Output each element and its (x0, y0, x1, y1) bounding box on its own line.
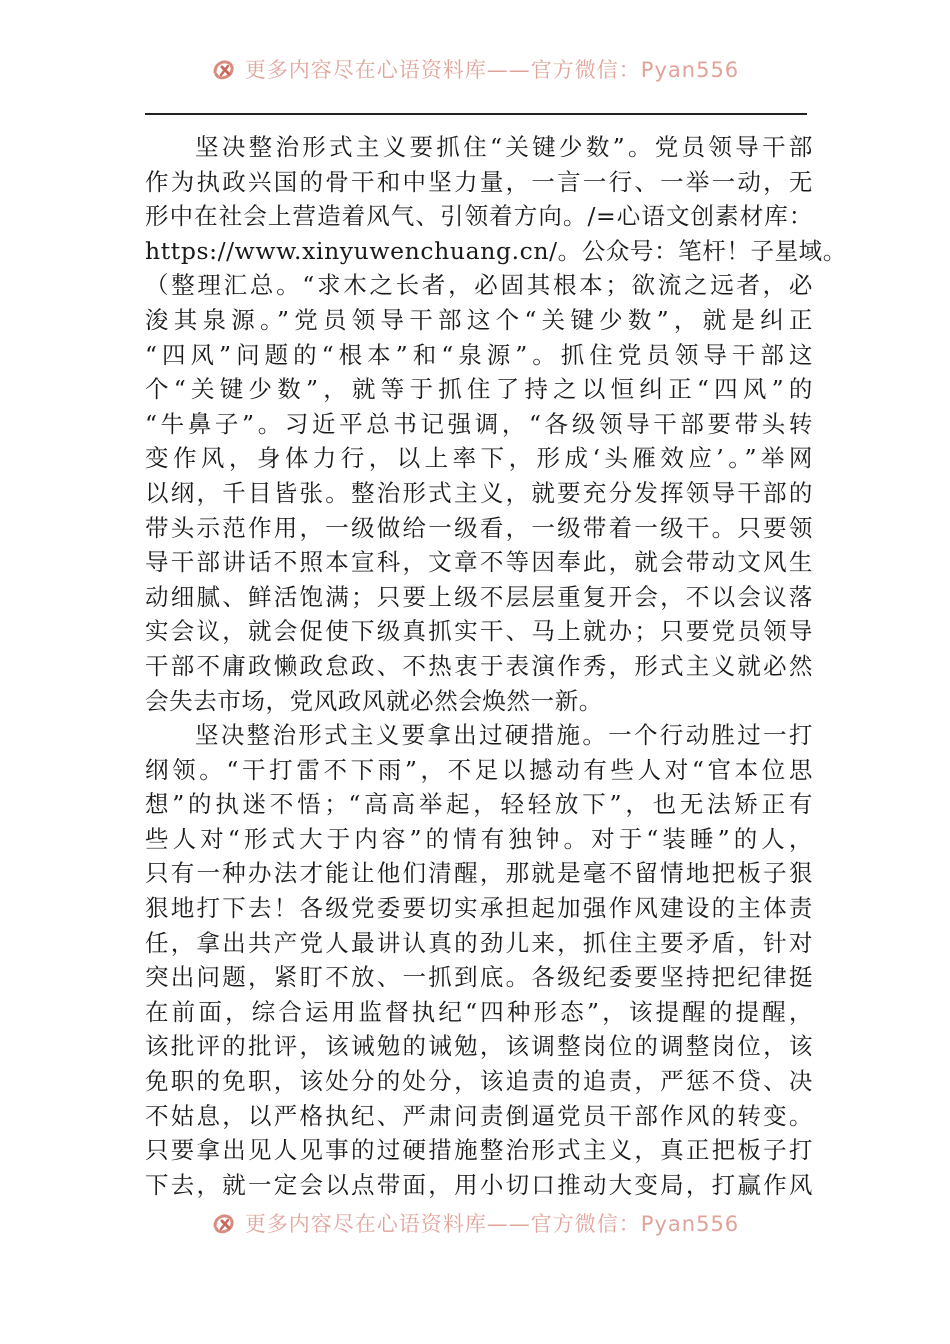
footer-watermark-text: 更多内容尽在心语资料库——官方微信：Pyan556 (244, 1212, 740, 1236)
text-line: 突出问题，紧盯不放、一抓到底。各级纪委要坚持把纪律挺 (145, 963, 813, 992)
text-line: 会失去市场，党风政风就必然会焕然一新。 (145, 686, 603, 715)
header-watermark-text: 更多内容尽在心语资料库——官方微信：Pyan556 (244, 58, 740, 82)
text-line: 下去，就一定会以点带面，用小切口推动大变局，打赢作风 (145, 1170, 813, 1199)
header-rule (145, 113, 807, 115)
text-line: 干部不庸政懒政怠政、不热衷于表演作秀，形式主义就必然 (145, 651, 813, 680)
text-line: 不姑息，以严格执纪、严肃问责倒逼党员干部作风的转变。 (145, 1101, 813, 1130)
text-line: 在前面，综合运用监督执纪“四种形态”，该提醒的提醒， (145, 997, 813, 1026)
document-body (145, 130, 847, 1202)
text-line: https://www.xinyuwenchuang.cn/。公众号：笔杆！子星域。 (145, 236, 847, 265)
text-line: 实会议，就会促使下级真抓实干、马上就办；只要党员领导 (145, 617, 813, 646)
text-line: 作为执政兴国的骨干和中坚力量，一言一行、一举一动，无 (145, 167, 813, 196)
text-line: 免职的免职，该处分的处分，该追责的追责，严惩不贷、决 (145, 1067, 813, 1096)
text-line: 只要拿出见人见事的过硬措施整治形式主义，真正把板子打 (145, 1136, 813, 1165)
text-line: 些人对“形式大于内容”的情有独钟。对于“装睡”的人， (145, 824, 813, 853)
text-line: 任，拿出共产党人最讲认真的劲儿来，抓住主要矛盾，针对 (145, 928, 813, 957)
header-watermark (0, 52, 950, 86)
text-line: 带头示范作用，一级做给一级看，一级带着一级干。只要领 (145, 513, 813, 542)
text-line: 个“关键少数”，就等于抓住了持之以恒纠正“四风”的 (145, 375, 813, 404)
text-line: 导干部讲话不照本宣科，文章不等因奉此，就会带动文风生 (145, 548, 813, 577)
text-line: 想”的执迷不悟；“高高举起，轻轻放下”，也无法矫正有 (145, 790, 813, 819)
text-line: 变作风，身体力行，以上率下，形成‘头雁效应’。”举网 (145, 444, 813, 473)
text-line: 狠地打下去！各级党委要切实承担起加强作风建设的主体责 (145, 894, 813, 923)
text-line: 坚决整治形式主义要抓住“关键少数”。党员领导干部 (195, 133, 813, 161)
text-line: 以纲，千目皆张。整治形式主义，就要充分发挥领导干部的 (145, 478, 813, 507)
text-line: 该批评的批评，该诫勉的诫勉，该调整岗位的调整岗位，该 (145, 1032, 813, 1061)
footer-watermark (0, 1206, 950, 1240)
text-line: 形中在社会上营造着风气、引领着方向。/=心语文创素材库： (145, 202, 813, 231)
text-line: “牛鼻子”。习近平总书记强调，“各级领导干部要带头转 (145, 409, 813, 438)
xinyu-logo-icon (211, 1210, 237, 1236)
text-line: 纲领。“干打雷不下雨”，不足以撼动有些人对“官本位思 (145, 755, 813, 784)
text-line: “四风”问题的“根本”和“泉源”。抓住党员领导干部这 (145, 340, 813, 369)
text-line: 浚其泉源。”党员领导干部这个“关键少数”，就是纠正 (145, 305, 813, 334)
text-line: （整理汇总。“求木之长者，必固其根本；欲流之远者，必 (145, 271, 813, 300)
text-line: 坚决整治形式主义要拿出过硬措施。一个行动胜过一打 (195, 721, 813, 750)
xinyu-logo-icon (211, 56, 237, 82)
text-line: 动细腻、鲜活饱满；只要上级不层层重复开会，不以会议落 (145, 582, 813, 611)
text-line: 只有一种办法才能让他们清醒，那就是毫不留情地把板子狠 (145, 859, 813, 888)
